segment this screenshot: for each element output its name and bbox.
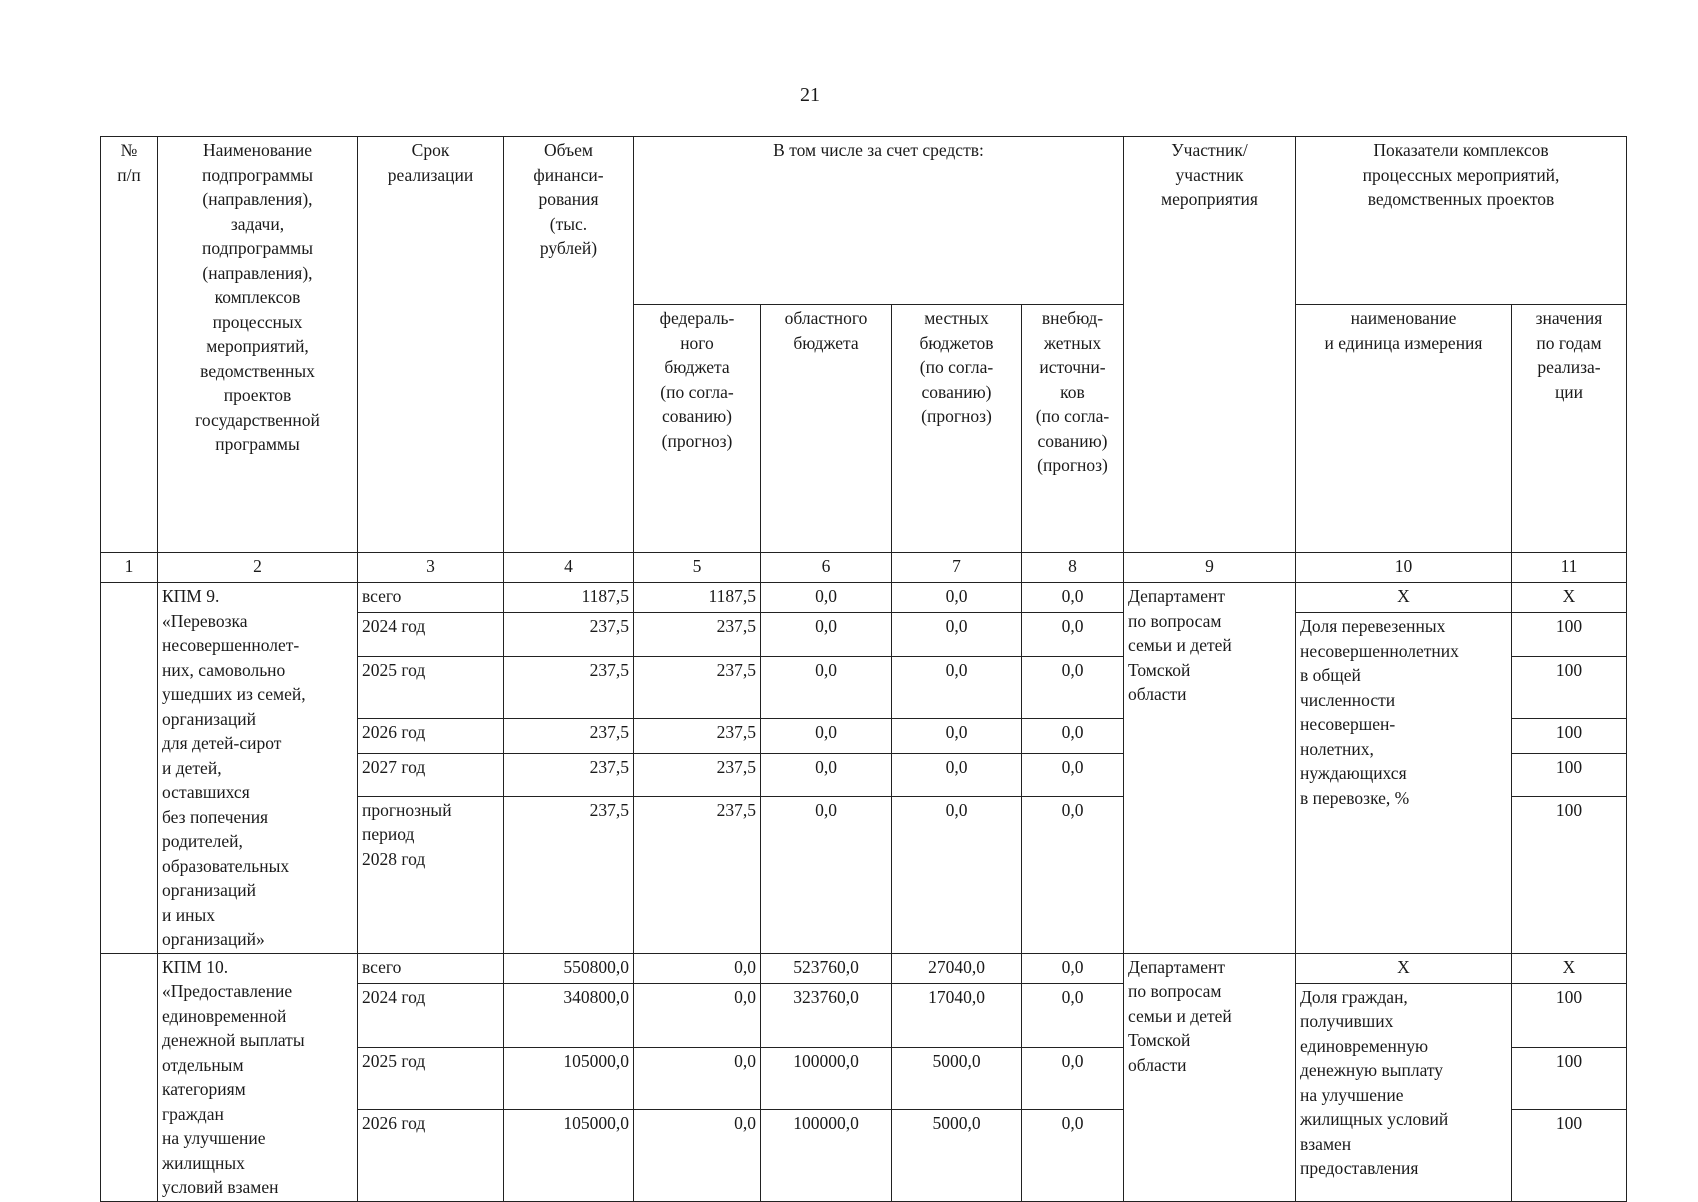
local-cell: 0,0 (892, 583, 1022, 613)
term-cell: всего (358, 953, 504, 983)
regional-cell: 0,0 (761, 583, 892, 613)
row-number (101, 953, 158, 1201)
local-cell: 17040,0 (892, 983, 1022, 1047)
local-cell: 0,0 (892, 613, 1022, 657)
indicator-value-cell: 100 (1512, 796, 1627, 953)
header-indicator-values: значения по годам реализа- ции (1512, 305, 1627, 553)
column-number: 3 (358, 553, 504, 583)
volume-cell: 105000,0 (504, 1047, 634, 1109)
header-name: Наименование подпрограммы (направления), задачи, подпрограммы (направления), комплексов процессных мероприятий, ведомственных проектов государственной программы (158, 137, 358, 553)
extrabudget-cell: 0,0 (1022, 753, 1124, 796)
column-number: 8 (1022, 553, 1124, 583)
extrabudget-cell: 0,0 (1022, 656, 1124, 718)
regional-cell: 100000,0 (761, 1109, 892, 1201)
activity-name: КПМ 10. «Предоставление единовременной денежной выплаты отдельным категориям граждан на улучшение жилищных условий взамен (158, 953, 358, 1201)
regional-cell: 100000,0 (761, 1047, 892, 1109)
header-local: местных бюджетов (по согла- сованию) (прогноз) (892, 305, 1022, 553)
indicator-value-cell: 100 (1512, 983, 1627, 1047)
indicator-value-cell: 100 (1512, 1047, 1627, 1109)
volume-cell: 237,5 (504, 796, 634, 953)
federal-cell: 237,5 (634, 656, 761, 718)
term-cell: 2024 год (358, 613, 504, 657)
term-cell: 2024 год (358, 983, 504, 1047)
local-cell: 0,0 (892, 656, 1022, 718)
regional-cell: 0,0 (761, 796, 892, 953)
indicator-value-cell: 100 (1512, 718, 1627, 753)
volume-cell: 237,5 (504, 613, 634, 657)
volume-cell: 105000,0 (504, 1109, 634, 1201)
indicator-value-cell: 100 (1512, 1109, 1627, 1201)
local-cell: 0,0 (892, 796, 1022, 953)
column-number: 9 (1124, 553, 1296, 583)
program-table (100, 136, 1627, 1202)
local-cell: 5000,0 (892, 1109, 1022, 1201)
column-number: 11 (1512, 553, 1627, 583)
federal-cell: 237,5 (634, 613, 761, 657)
extrabudget-cell: 0,0 (1022, 583, 1124, 613)
local-cell: 27040,0 (892, 953, 1022, 983)
term-cell: 2025 год (358, 1047, 504, 1109)
federal-cell: 0,0 (634, 1109, 761, 1201)
participant-cell: Департамент по вопросам семьи и детей Томской области (1124, 953, 1296, 1201)
volume-cell: 550800,0 (504, 953, 634, 983)
indicator-value-cell: 100 (1512, 613, 1627, 657)
header-term: Срок реализации (358, 137, 504, 553)
column-number: 4 (504, 553, 634, 583)
volume-cell: 237,5 (504, 656, 634, 718)
participant-cell: Департамент по вопросам семьи и детей Томской области (1124, 583, 1296, 954)
column-number: 1 (101, 553, 158, 583)
table-row (101, 953, 1627, 983)
header-row-1 (101, 137, 1627, 305)
indicator-name-cell: Доля граждан, получивших единовременную денежную выплату на улучшение жилищных условий взамен предоставления (1296, 983, 1512, 1201)
indicator-header-name: X (1296, 583, 1512, 613)
extrabudget-cell: 0,0 (1022, 1109, 1124, 1201)
column-number: 5 (634, 553, 761, 583)
table-row (101, 583, 1627, 613)
term-cell: прогнозный период 2028 год (358, 796, 504, 953)
regional-cell: 0,0 (761, 753, 892, 796)
activity-name: КПМ 9. «Перевозка несовершеннолет- них, самовольно ушедших из семей, организаций для детей-сирот и детей, оставшихся без попечения родителей, образовательных организаций и иных организаций» (158, 583, 358, 954)
column-number: 10 (1296, 553, 1512, 583)
row-number (101, 583, 158, 954)
header-federal: федераль- ного бюджета (по согла- сованию) (прогноз) (634, 305, 761, 553)
federal-cell: 237,5 (634, 796, 761, 953)
indicator-value-cell: 100 (1512, 656, 1627, 718)
header-sources-group: В том числе за счет средств: (634, 137, 1124, 305)
regional-cell: 0,0 (761, 613, 892, 657)
volume-cell: 340800,0 (504, 983, 634, 1047)
extrabudget-cell: 0,0 (1022, 983, 1124, 1047)
term-cell: всего (358, 583, 504, 613)
regional-cell: 323760,0 (761, 983, 892, 1047)
local-cell: 5000,0 (892, 1047, 1022, 1109)
volume-cell: 237,5 (504, 718, 634, 753)
regional-cell: 0,0 (761, 656, 892, 718)
federal-cell: 1187,5 (634, 583, 761, 613)
federal-cell: 0,0 (634, 1047, 761, 1109)
indicator-name-cell: Доля перевезенных несовершеннолетних в общей численности несовершен- нолетних, нуждающихся в перевозке, % (1296, 613, 1512, 954)
header-num: № п/п (101, 137, 158, 553)
local-cell: 0,0 (892, 718, 1022, 753)
term-cell: 2025 год (358, 656, 504, 718)
term-cell: 2026 год (358, 1109, 504, 1201)
header-extrabudget: внебюд- жетных источни- ков (по согла- сованию) (прогноз) (1022, 305, 1124, 553)
extrabudget-cell: 0,0 (1022, 953, 1124, 983)
indicator-header-value: X (1512, 583, 1627, 613)
local-cell: 0,0 (892, 753, 1022, 796)
column-number: 6 (761, 553, 892, 583)
volume-cell: 1187,5 (504, 583, 634, 613)
extrabudget-cell: 0,0 (1022, 1047, 1124, 1109)
header-volume: Объем финанси- рования (тыс. рублей) (504, 137, 634, 553)
table-body (101, 137, 1627, 1202)
term-cell: 2026 год (358, 718, 504, 753)
header-indicator-name: наименование и единица измерения (1296, 305, 1512, 553)
column-numbers-row (101, 553, 1627, 583)
indicator-value-cell: 100 (1512, 753, 1627, 796)
indicator-header-name: X (1296, 953, 1512, 983)
header-participant: Участник/ участник мероприятия (1124, 137, 1296, 553)
federal-cell: 0,0 (634, 953, 761, 983)
regional-cell: 523760,0 (761, 953, 892, 983)
page-number: 21 (800, 84, 820, 106)
federal-cell: 0,0 (634, 983, 761, 1047)
volume-cell: 237,5 (504, 753, 634, 796)
extrabudget-cell: 0,0 (1022, 613, 1124, 657)
header-regional: областного бюджета (761, 305, 892, 553)
term-cell: 2027 год (358, 753, 504, 796)
header-indicators-group: Показатели комплексов процессных мероприятий, ведомственных проектов (1296, 137, 1627, 305)
column-number: 2 (158, 553, 358, 583)
regional-cell: 0,0 (761, 718, 892, 753)
extrabudget-cell: 0,0 (1022, 718, 1124, 753)
extrabudget-cell: 0,0 (1022, 796, 1124, 953)
federal-cell: 237,5 (634, 718, 761, 753)
indicator-header-value: X (1512, 953, 1627, 983)
federal-cell: 237,5 (634, 753, 761, 796)
column-number: 7 (892, 553, 1022, 583)
